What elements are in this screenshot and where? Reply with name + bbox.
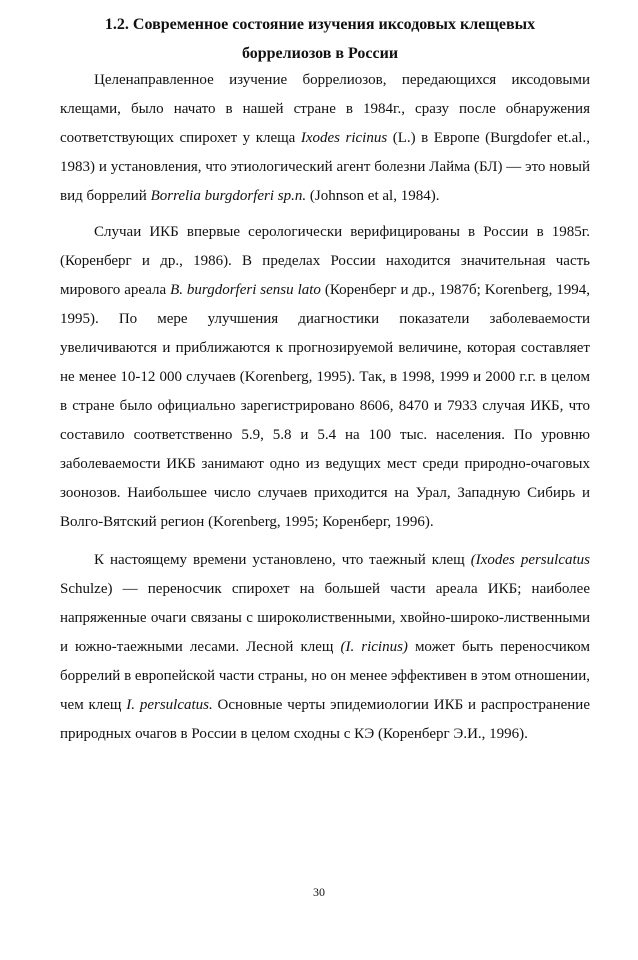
paragraph-3: [60, 546, 590, 749]
paragraph-1: [60, 66, 590, 211]
paragraph-2-text-1: Случаи ИКБ впервые серологически верифицированы в России в 1985г. (Коренберг и др., 1986). В пределах России находится значительная часть мирового ареала: [60, 224, 590, 298]
heading-line-1: 1.2. Современное состояние изучения иксодовых клещевых: [104, 16, 536, 33]
paragraph-3-text-4: Основные черты эпидемиологии ИКБ и распространение природных очагов в России в целом сходны с КЭ (Коренберг Э.И., 1996).: [60, 697, 590, 742]
heading-line-2: боррелиозов в России: [241, 45, 399, 62]
species-name-borrelia: Borrelia burgdorferi sp.n.: [150, 188, 307, 204]
paragraph-3-text-3: может быть переносчиком боррелий в европейской части страны, но он менее эффективен в этом отношении, чем клещ: [60, 639, 590, 713]
species-name-ixodes-ricinus: Ixodes ricinus: [300, 130, 388, 146]
body-text: [60, 66, 590, 749]
paragraph-1-text-3: (Johnson et al, 1984).: [306, 188, 440, 204]
paragraph-2-text-2: (Коренберг и др., 1987б; Korenberg, 1994, 1995). По мере улучшения диагностики показатели заболеваемости увеличиваются и приближаются к прогнозируемой величине, которая составляет не менее 10-12 000 случаев (Korenberg, 1995). Так, в 1998, 1999 и 2000 г.г. в целом в стране было официально зарегистрировано 8606, 8470 и 7933 случая ИКБ, что составило соответственно 5.9, 5.8 и 5.4 на 100 тыс. населения. По уровню заболеваемости ИКБ занимают одно из ведущих мест среди природно-очаговых зоонозов. Наибольшее число случаев приходится на Урал, Западную Сибирь и Волго-Вятский регион (Korenberg, 1995; Коренберг, 1996).: [60, 282, 590, 530]
page-number: 30: [313, 885, 325, 899]
species-name-i-ricinus: (I. ricinus): [340, 639, 408, 655]
section-heading: [60, 10, 580, 68]
paragraph-3-text-2: Schulze) — переносчик спирохет на большей части ареала ИКБ; наиболее напряженные очаги связаны с широколиственными, хвойно-широко-лиственными и южно-таежными лесами. Лесной клещ: [60, 581, 590, 655]
paragraph-3-text-1: К настоящему времени установлено, что таежный клещ: [94, 552, 471, 568]
species-name-i-persulcatus: I. persulcatus.: [126, 697, 213, 713]
paragraph-2: [60, 218, 590, 537]
paragraph-1-text-1: Целенаправленное изучение боррелиозов, передающихся иксодовыми клещами, было начато в нашей стране в 1984г., сразу после обнаружения соответствующих спирохет у клеща: [60, 72, 590, 146]
species-name-ixodes-persulcatus: (Ixodes persulcatus: [470, 552, 590, 568]
species-name-b-burgdorferi: B. burgdorferi sensu lato: [170, 282, 321, 298]
paragraph-1-text-2: (L.) в Европе (Burgdofer et.al., 1983) и установления, что этиологический агент болезни Лайма (БЛ) — это новый вид боррелий: [60, 130, 590, 204]
